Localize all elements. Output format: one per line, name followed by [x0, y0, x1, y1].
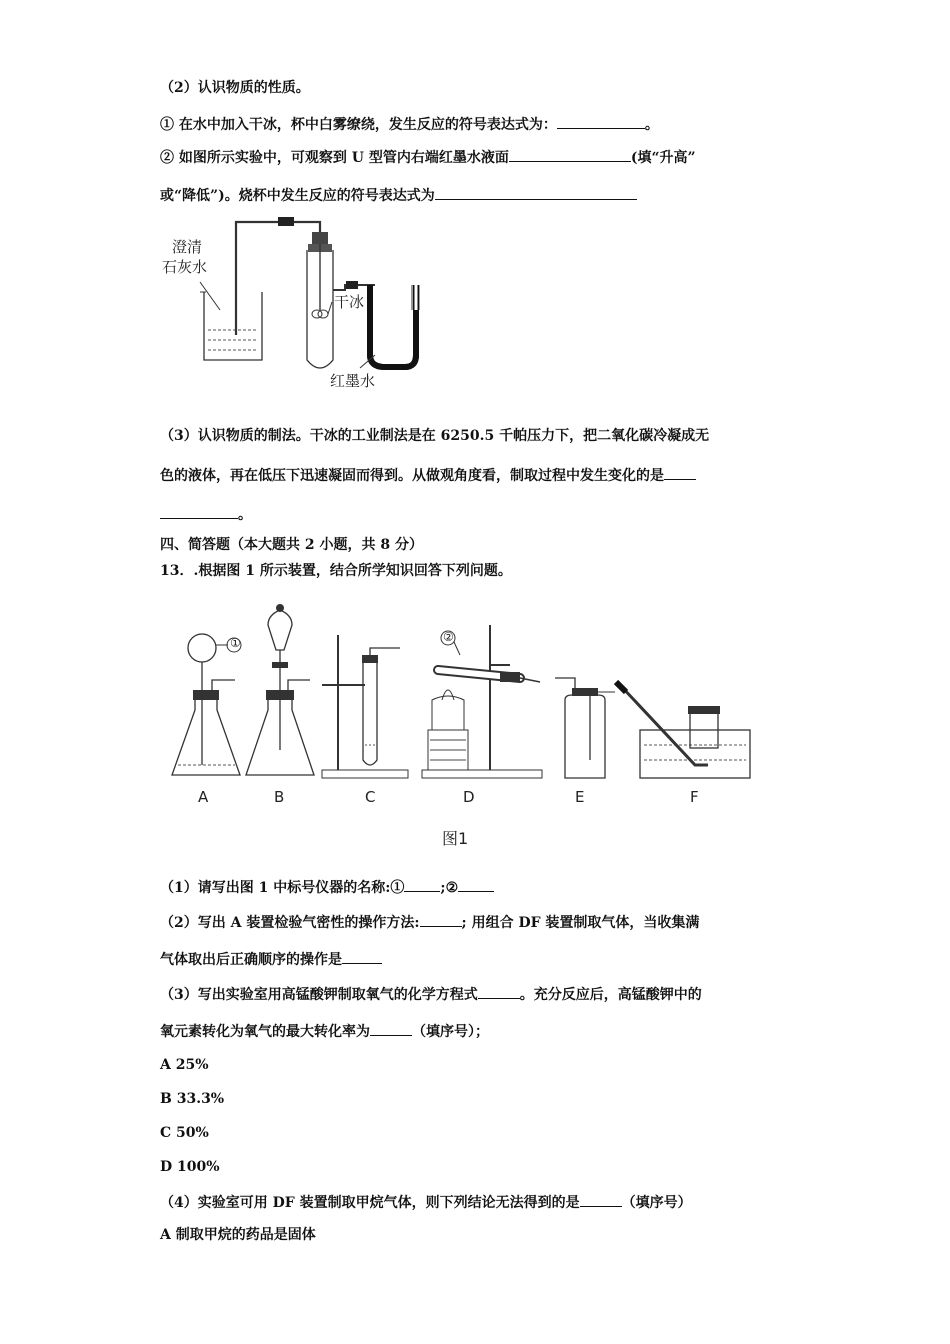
- p1-blank-1[interactable]: [404, 876, 440, 892]
- part3-line3: [160, 503, 252, 525]
- q13-part2-cont: [160, 948, 382, 970]
- part3-blank-a[interactable]: [664, 464, 696, 480]
- q13-part1: [160, 876, 494, 898]
- p3-text-3: 氧元素转化为氧气的最大转化率为: [160, 1024, 370, 1040]
- label-lime-water-2: 石灰水: [162, 258, 208, 276]
- part3-line1: （3）认识物质的制法。干冰的工业制法是在 6250.5 千帕压力下，把二氧化碳冷凝成无: [160, 428, 710, 444]
- label-dry-ice: 干冰: [334, 293, 365, 311]
- option-a: A 25%: [160, 1057, 209, 1073]
- q2-text: ② 如图所示实验中，可观察到 U 型管内右端红墨水液面: [160, 150, 509, 166]
- apparatus-e: [555, 678, 615, 778]
- q13-part3: [160, 983, 702, 1005]
- apparatus-c: [322, 635, 408, 778]
- p2-blank-1[interactable]: [420, 911, 462, 927]
- q1-text: ① 在水中加入干冰，杯中白雾缭绕，发生反应的符号表达式为：: [160, 117, 557, 133]
- p4-option-a: A 制取甲烷的药品是固体: [160, 1227, 316, 1243]
- p3-blank-1[interactable]: [478, 983, 520, 999]
- apparatus-f: [616, 682, 750, 778]
- p2-blank-2[interactable]: [342, 948, 382, 964]
- q1-blank[interactable]: [557, 113, 645, 129]
- part2-q2: [160, 146, 696, 168]
- figure-1-apparatus: [160, 600, 760, 800]
- part2-q2-cont: [160, 184, 637, 206]
- fig1-label-b: B: [274, 788, 285, 806]
- p1-text-2: ;②: [440, 880, 459, 896]
- option-b: B 33.3%: [160, 1091, 225, 1107]
- section4-title: 四、简答题（本大题共 2 小题，共 8 分）: [160, 537, 423, 553]
- fig1-label-a: A: [198, 788, 209, 806]
- q2-blank-1[interactable]: [509, 146, 631, 162]
- option-c: C 50%: [160, 1125, 209, 1141]
- p3-blank-2[interactable]: [370, 1020, 412, 1036]
- part3-blank-b[interactable]: [160, 503, 238, 519]
- fig1-label-d: D: [463, 788, 475, 806]
- apparatus-d: [422, 625, 542, 778]
- fig1-label-c: C: [365, 788, 376, 806]
- p3-text: （3）写出实验室用高锰酸钾制取氧气的化学方程式: [160, 987, 478, 1003]
- part3-line2: [160, 464, 696, 486]
- p4-text: （4）实验室可用 DF 装置制取甲烷气体，则下列结论无法得到的是: [160, 1195, 580, 1211]
- q13-part2: [160, 911, 699, 933]
- label-red-ink: 红墨水: [330, 372, 376, 390]
- p4-blank[interactable]: [580, 1191, 622, 1207]
- q2-blank-2[interactable]: [435, 184, 637, 200]
- part2-q1: [160, 113, 659, 135]
- part2-heading: （2）认识物质的性质。: [160, 80, 310, 96]
- q1-end: 。: [644, 117, 659, 133]
- part3-end: 。: [238, 507, 252, 523]
- p1-text: （1）请写出图 1 中标号仪器的名称:①: [160, 880, 405, 896]
- apparatus-b: [246, 604, 314, 775]
- fig1-label-f: F: [690, 788, 699, 806]
- p2-text-2: ; 用组合 DF 装置制取气体，当收集满: [461, 915, 700, 931]
- option-d: D 100%: [160, 1159, 220, 1175]
- q2-text-2: (填“升高”: [630, 150, 696, 166]
- fig1-caption: 图1: [442, 829, 469, 848]
- p4-text-2: （填序号）: [621, 1195, 692, 1211]
- q2-text-3: 或“降低”)。烧杯中发生反应的符号表达式为: [160, 188, 435, 204]
- p2-text: （2）写出 A 装置检验气密性的操作方法:: [160, 915, 420, 931]
- p2-text-3: 气体取出后正确顺序的操作是: [160, 952, 342, 968]
- part3-text: 色的液体，再在低压下迅速凝固而得到。从做观角度看，制取过程中发生变化的是: [160, 468, 664, 484]
- apparatus-a: [172, 634, 241, 775]
- label-lime-water-1: 澄清: [172, 238, 203, 256]
- q13-part4: [160, 1191, 692, 1213]
- q13-part3-cont: [160, 1020, 489, 1042]
- fig1-mark-1: ①: [230, 636, 241, 650]
- fig1-mark-2: ②: [443, 630, 454, 644]
- question-13: 13．.根据图 1 所示装置，结合所学知识回答下列问题。: [160, 563, 512, 579]
- p3-text-4: （填序号）；: [412, 1024, 489, 1040]
- fig1-label-e: E: [575, 788, 585, 806]
- p3-text-2: 。充分反应后，高锰酸钾中的: [519, 987, 702, 1003]
- p1-blank-2[interactable]: [458, 876, 494, 892]
